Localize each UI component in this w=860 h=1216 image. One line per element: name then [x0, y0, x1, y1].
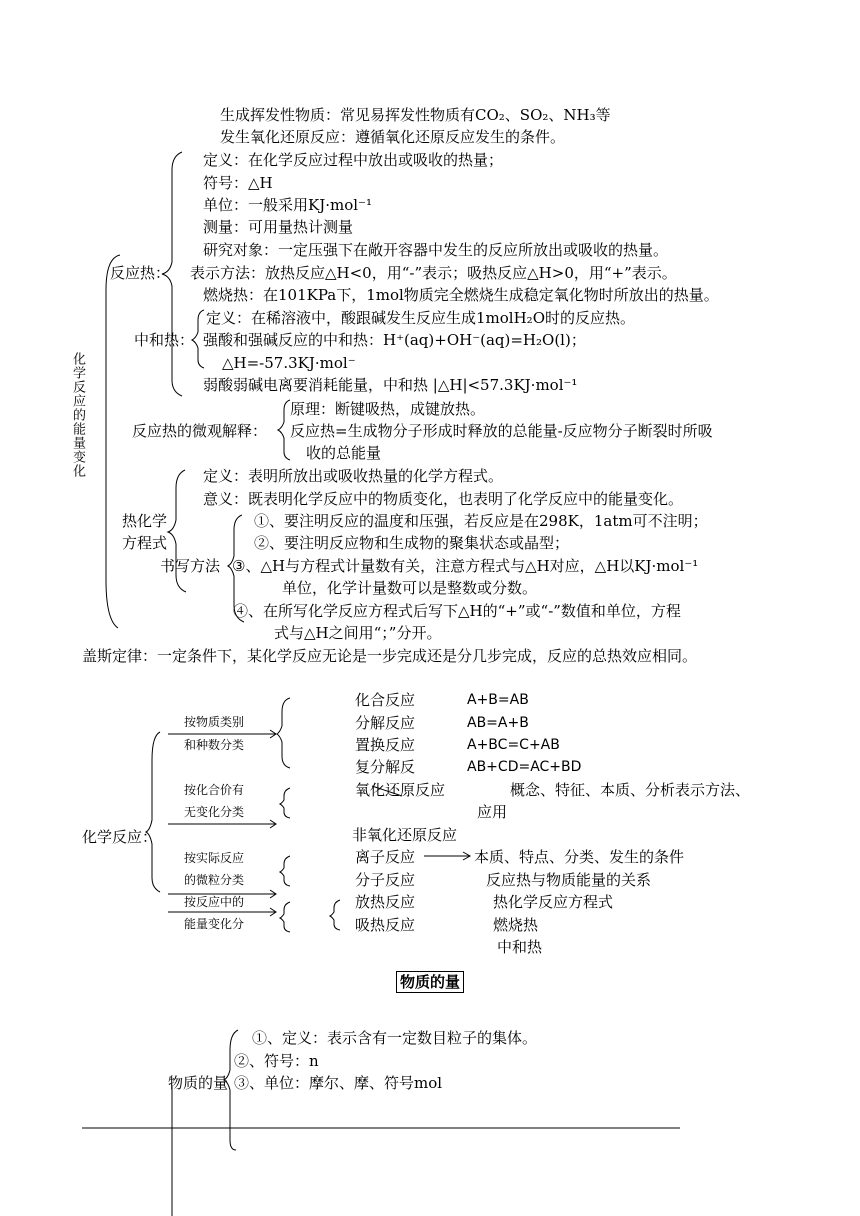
valence-brace — [280, 788, 290, 818]
heat-label: 反应热： — [110, 264, 171, 282]
thermo-meaning: 意义：既表明化学反应中的物质变化，也表明了化学反应中的能量变化。 — [203, 490, 684, 508]
thermo-definition: 定义：表明所放出或吸收热量的化学方程式。 — [203, 467, 504, 485]
heat-method: 表示方法：放热反应△H<0，用“-”表示；吸热反应△H>0，用“+”表示。 — [190, 264, 677, 282]
type-ionic: 离子反应 — [355, 848, 416, 866]
mole-heading-wrap — [396, 972, 464, 992]
energy-brace-b — [330, 900, 340, 930]
energy-vertical-label: 化学反应的能量变化 — [70, 352, 85, 478]
thermo-label-2: 方程式 — [122, 534, 168, 552]
type-combination-eq: A+B=AB — [467, 692, 529, 708]
type-double-eq: AB+CD=AC+BD — [467, 759, 582, 775]
writing-item-3-line1: ③、△H与方程式计量数有关，注意方程式与△H对应，△H以KJ·mol⁻¹ — [232, 557, 699, 575]
type-exothermic: 放热反应 — [355, 893, 416, 911]
micro-label: 反应热的微观解释： — [132, 422, 268, 440]
type-double: 复分解反 — [355, 758, 416, 776]
type-redox-desc2: 应用 — [477, 803, 508, 821]
thermo-label-1: 热化学 — [122, 512, 168, 530]
class-brace — [277, 698, 290, 768]
type-molecular: 分子反应 — [355, 871, 416, 889]
micro-heat-line2: 收的总能量 — [306, 444, 382, 462]
mole-label: 物质的量 — [168, 1074, 229, 1092]
type-redox: 氧化还原反应 — [355, 781, 446, 799]
volatile-line: 生成挥发性物质：常见易挥发性物质有CO₂、SO₂、NH₃等 — [220, 106, 611, 124]
neutral-label: 中和热： — [134, 331, 195, 349]
branch4-line1: 按反应中的 — [184, 895, 245, 909]
redox-line: 发生氧化还原反应：遵循氧化还原反应发生的条件。 — [220, 128, 566, 146]
branch1-line2: 和种数分类 — [184, 738, 245, 752]
reaction-root: 化学反应： — [82, 828, 158, 846]
mole-item-3: ③、单位：摩尔、摩、符号mol — [234, 1074, 443, 1092]
neutral-delta: △H=-57.3KJ·mol⁻ — [222, 354, 356, 372]
mole-item-1: ①、定义：表示含有一定数目粒子的集体。 — [252, 1029, 538, 1047]
type-endothermic-desc: 燃烧热 — [493, 916, 539, 934]
particle-brace — [280, 856, 290, 886]
heat-combustion: 燃烧热：在101KPa下，1mol物质完全燃烧生成稳定氧化物时所放出的热量。 — [203, 286, 719, 304]
type-displacement-eq: A+BC=C+AB — [467, 737, 560, 753]
writing-item-1: ①、要注明反应的温度和压强，若反应是在298K，1atm可不注明； — [254, 512, 708, 530]
writing-item-4-line1: ④、在所写化学反应方程式后写下△H的“+”或“-”数值和单位，方程 — [233, 602, 681, 620]
branch2-line1: 按化合价有 — [184, 783, 245, 797]
branch3-line1: 按实际反应 — [184, 851, 245, 865]
writing-item-3-line2: 单位，化学计量数可以是整数或分数。 — [282, 579, 538, 597]
type-displacement: 置换反应 — [355, 736, 416, 754]
type-molecular-desc: 反应热与物质能量的关系 — [486, 871, 652, 889]
heat-object: 研究对象：一定压强下在敞开容器中发生的反应所放出或吸收的热量。 — [203, 241, 669, 259]
energy-brace-a — [280, 902, 290, 932]
reaction-brace — [146, 732, 160, 892]
branch4-line2: 能量变化分 — [184, 917, 245, 931]
hess-law: 盖斯定律：一定条件下，某化学反应无论是一步完成还是分几步完成，反应的总热效应相同。 — [82, 647, 698, 665]
neutral-strong: 强酸和强碱反应的中和热：H⁺(aq)+OH⁻(aq)=H₂O(l)； — [203, 331, 586, 349]
heat-definition: 定义：在化学反应过程中放出或吸收的热量； — [203, 151, 504, 169]
type-non-redox: 非氧化还原反应 — [352, 826, 458, 844]
type-endothermic: 吸热反应 — [355, 916, 416, 934]
micro-principle: 原理：断键吸热，成键放热。 — [290, 400, 486, 418]
type-neutral-heat: 中和热 — [497, 938, 543, 956]
type-exothermic-desc: 热化学反应方程式 — [493, 893, 614, 911]
mole-item-2: ②、符号：n — [234, 1052, 319, 1070]
type-redox-desc: 概念、特征、本质、分析表示方法、 — [510, 781, 751, 799]
branch3-line2: 的微粒分类 — [184, 873, 245, 887]
type-ionic-desc: 本质、特点、分类、发生的条件 — [474, 848, 685, 866]
writing-label: 书写方法 — [160, 557, 221, 575]
mole-heading: 物质的量 — [396, 971, 464, 993]
heat-measure: 测量：可用量热计测量 — [203, 218, 354, 236]
type-combination: 化合反应 — [355, 691, 416, 709]
neutral-weak: 弱酸弱碱电离要消耗能量，中和热 |△H|<57.3KJ·mol⁻¹ — [203, 376, 578, 394]
branch2-line2: 无变化分类 — [184, 805, 245, 819]
type-decomposition: 分解反应 — [355, 714, 416, 732]
heat-unit: 单位：一般采用KJ·mol⁻¹ — [203, 196, 372, 214]
writing-item-4-line2: 式与△H之间用“；”分开。 — [274, 624, 442, 642]
type-decomposition-eq: AB=A+B — [467, 715, 529, 731]
main-brace — [106, 255, 120, 628]
writing-item-2: ②、要注明反应物和生成物的聚集状态或晶型； — [254, 534, 570, 552]
neutral-definition: 定义：在稀溶液中，酸跟碱发生反应生成1molH₂O时的反应热。 — [206, 309, 635, 327]
micro-brace — [278, 400, 290, 460]
branch1-line1: 按物质类别 — [184, 715, 245, 729]
micro-heat-line1: 反应热=生成物分子形成时释放的总能量-反应物分子断裂时所吸 — [290, 422, 713, 440]
heat-symbol: 符号：△H — [203, 174, 273, 192]
